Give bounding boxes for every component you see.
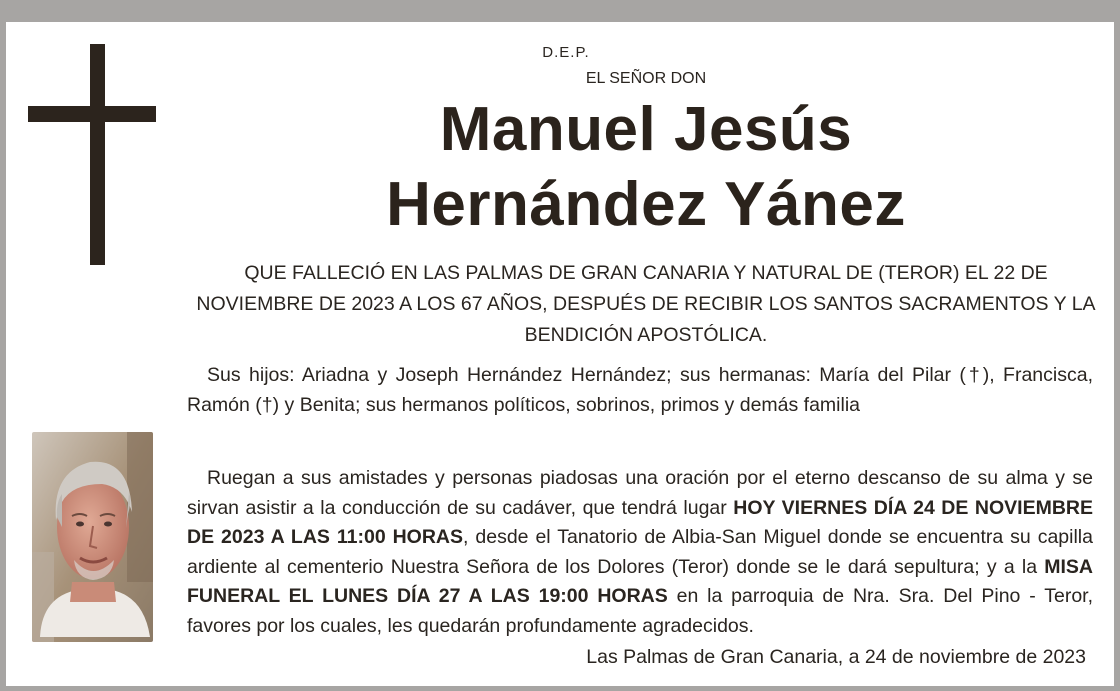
name-line-1: Manuel Jesús [439, 95, 853, 164]
request-text-3: en la parroquia de Nra. Sra. Del Pino - Teror, favores por los cuales, les quedarán profundamente agradecidos. [187, 585, 1093, 637]
request-text-2: , desde el Tanatorio de Albia-San Miguel donde se encuentra su capilla ardiente al cementerio Nuestra Señora de los Dolores (Teror) donde se le dará sepultura; y a la [187, 526, 1093, 578]
deceased-photo [32, 432, 153, 642]
obituary-card [6, 22, 1114, 686]
name-line-2: Hernández Yánez [386, 170, 906, 239]
request-paragraph [187, 464, 1093, 641]
deceased-name [186, 92, 1106, 242]
family-paragraph: Sus hijos: Ariadna y Joseph Hernández Hernández; sus hermanas: María del Pilar (†), Francisca, Ramón (†) y Benita; sus hermanos políticos, sobrinos, primos y demás familia [187, 364, 1093, 416]
request-text-1: Ruegan a sus amistades y personas piadosas una oración por el eterno descanso de su alma y se sirvan asistir a la conducción de su cadáver, que tendrá lugar [187, 467, 1093, 519]
funeral-date-time: HOY VIERNES DÍA 24 DE NOVIEMBRE DE 2023 A LAS 11:00 HORAS [187, 496, 1093, 548]
place-date-line: Las Palmas de Gran Canaria, a 24 de noviembre de 2023 [586, 646, 1086, 668]
cross-vertical-bar [90, 44, 105, 265]
dep-heading: D.E.P. [542, 44, 590, 61]
honorific-heading: EL SEÑOR DON [585, 70, 707, 87]
mass-date-time: MISA FUNERAL EL LUNES DÍA 27 A LAS 19:00 HORAS [187, 555, 1093, 607]
death-announcement: QUE FALLECIÓ EN LAS PALMAS DE GRAN CANARIA Y NATURAL DE (TEROR) EL 22 DE NOVIEMBRE DE 2023 A LOS 67 AÑOS, DESPUÉS DE RECIBIR LOS SANTOS SACRAMENTOS Y LA BENDICIÓN APOSTÓLICA. [196, 262, 1096, 346]
cross-horizontal-bar [28, 106, 156, 122]
